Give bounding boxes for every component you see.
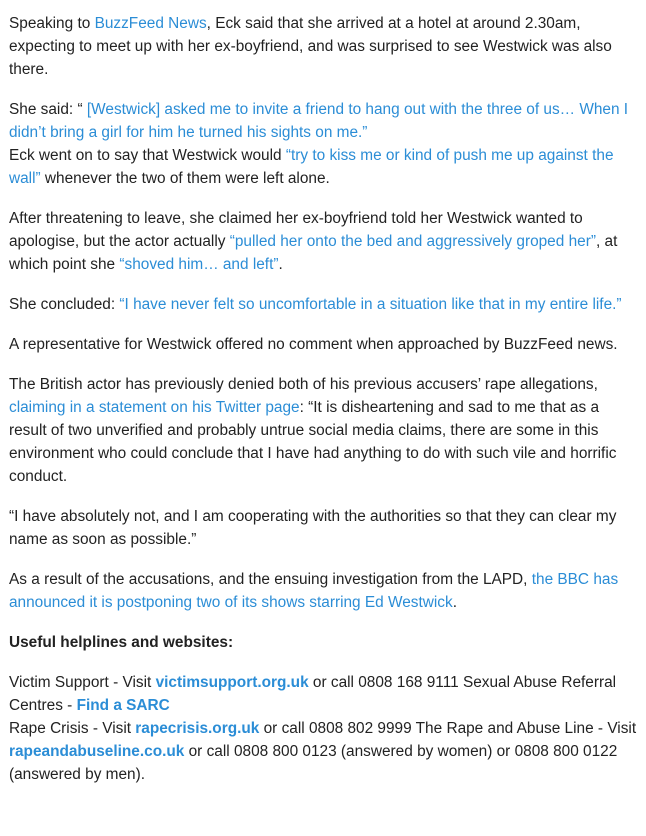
paragraph-buzzfeed-intro: Speaking to BuzzFeed News, Eck said that she arrived at a hotel at around 2.30am, expecting to meet up with her ex-boyfriend, and was surprised to see Westwick was also there. xyxy=(9,15,612,78)
helplines-heading: Useful helplines and websites: xyxy=(9,634,234,651)
quote-pulled-her: “pulled her onto the bed and aggressively groped her” xyxy=(229,233,596,250)
paragraph-she-said: She said: “ [Westwick] asked me to invite a friend to hang out with the three of us… When I didn’t bring a girl for him he turned his sights on me.” xyxy=(9,101,629,141)
rapecrisis-link[interactable]: rapecrisis.org.uk xyxy=(135,720,260,737)
paragraph-representative: A representative for Westwick offered no comment when approached by BuzzFeed news. xyxy=(9,336,618,353)
quote-invite-friend: [Westwick] asked me to invite a friend to hang out with the three of us… When I didn’t bring a girl for him he turned his sights on me.” xyxy=(9,101,629,141)
paragraph-accusations-bbc: As a result of the accusations, and the ensuing investigation from the LAPD, the BBC has announced it is postponing two of its shows starring Ed Westwick. xyxy=(9,571,619,611)
quote-try-to-kiss: “try to kiss me or kind of push me up against the wall” xyxy=(9,147,614,187)
quote-shoved-him: “shoved him… and left” xyxy=(119,256,279,273)
victimsupport-link[interactable]: victimsupport.org.uk xyxy=(155,674,309,691)
find-a-sarc-link[interactable]: Find a SARC xyxy=(76,697,170,714)
paragraph-she-concluded: She concluded: “I have never felt so uncomfortable in a situation like that in my entire life.” xyxy=(9,296,622,313)
paragraph-eck-went-on: Eck went on to say that Westwick would “try to kiss me or kind of push me up against the wall” whenever the two of them were left alone. xyxy=(9,147,614,187)
twitter-statement-link[interactable]: claiming in a statement on his Twitter page xyxy=(9,399,300,416)
helpline-victim-support: Victim Support - Visit victimsupport.org.uk or call 0808 168 9111 Sexual Abuse Referral Centres - Find a SARC xyxy=(9,674,617,714)
quote-never-felt: “I have never felt so uncomfortable in a situation like that in my entire life.” xyxy=(119,296,622,313)
rapeandabuseline-link[interactable]: rapeandabuseline.co.uk xyxy=(9,743,185,760)
helplines-section xyxy=(9,671,638,786)
buzzfeed-news-link[interactable]: BuzzFeed News xyxy=(94,15,207,32)
helpline-rape-crisis: Rape Crisis - Visit rapecrisis.org.uk or call 0808 802 9999 The Rape and Abuse Line - Visit rapeandabuseline.co.uk or call 0808 800 0123 (answered by women) or 0808 800 0122 (answered by men). xyxy=(9,720,637,783)
paragraph-british-actor: The British actor has previously denied both of his previous accusers’ rape allegations, claiming in a statement on his Twitter page: “It is disheartening and sad to me that as a result of two unverified and probably untrue social media claims, there are some in this environment who could conclude that I have had anything to do with such vile and horrific conduct. xyxy=(9,376,617,485)
paragraph-absolutely-not: “I have absolutely not, and I am cooperating with the authorities so that they can clear my name as soon as possible.” xyxy=(9,508,617,548)
bbc-postponing-link[interactable]: the BBC has announced it is postponing two of its shows starring Ed Westwick xyxy=(9,571,619,611)
paragraph-threatening-to-leave: After threatening to leave, she claimed her ex-boyfriend told her Westwick wanted to apologise, but the actor actually “pulled her onto the bed and aggressively groped her”, at which point she “shoved him… and left”. xyxy=(9,210,618,273)
